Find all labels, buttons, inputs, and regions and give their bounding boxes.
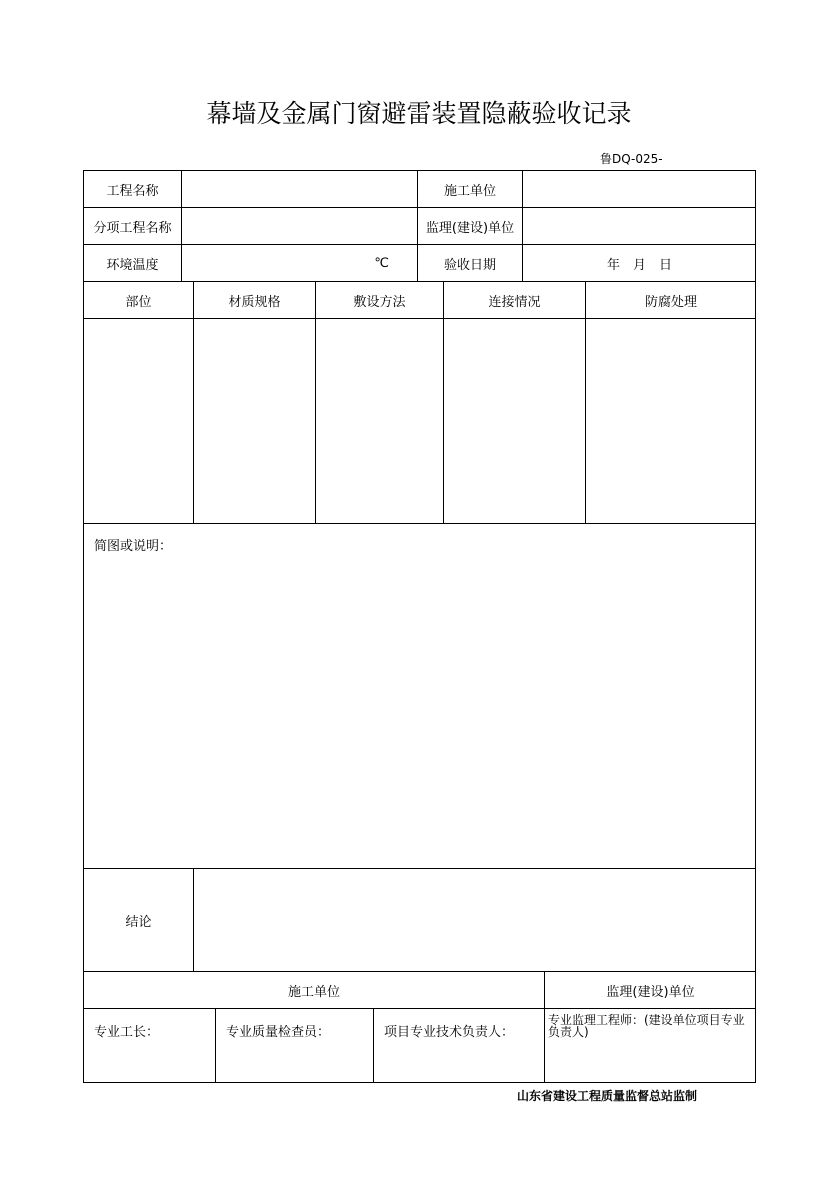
label-supervisor: 监理(建设)单位 [417, 207, 522, 244]
col-header-connection: 连接情况 [443, 281, 585, 318]
label-acceptance-date: 验收日期 [417, 244, 522, 281]
foreman-label: 专业工长： [94, 1025, 160, 1040]
anticorrosion-cell[interactable] [585, 318, 756, 523]
label-temperature: 环境温度 [83, 244, 181, 281]
sign-header-supervisor: 监理(建设)单位 [544, 971, 756, 1008]
material-cell[interactable] [193, 318, 315, 523]
sketch-area[interactable] [83, 523, 756, 868]
temp-unit: ℃ [374, 255, 389, 271]
temperature-field[interactable] [181, 244, 417, 281]
col-header-location: 部位 [83, 281, 193, 318]
qc-sign[interactable] [215, 1008, 373, 1083]
form-code: 鲁DQ-025- [600, 152, 663, 166]
label-project-name: 工程名称 [83, 170, 181, 207]
conclusion-field[interactable] [193, 868, 756, 971]
connection-cell[interactable] [443, 318, 585, 523]
sub-project-field[interactable] [181, 207, 417, 244]
sketch-label: 简图或说明： [94, 539, 173, 554]
label-contractor: 施工单位 [417, 170, 522, 207]
contractor-field[interactable] [522, 170, 756, 207]
label-sub-project: 分项工程名称 [83, 207, 181, 244]
tech-lead-label: 项目专业技术负责人： [384, 1025, 515, 1040]
acceptance-date-field[interactable]: 年 月 日 [522, 244, 756, 281]
qc-label: 专业质量检查员： [226, 1025, 331, 1040]
foreman-sign[interactable] [83, 1008, 215, 1083]
method-cell[interactable] [315, 318, 443, 523]
engineer-label: 专业监理工程师：(建设单位项目专业负责人) [548, 1013, 745, 1039]
supervisor-field[interactable] [522, 207, 756, 244]
conclusion-label: 结论 [83, 868, 193, 971]
col-header-material: 材质规格 [193, 281, 315, 318]
engineer-sign[interactable] [544, 1008, 756, 1083]
location-cell[interactable] [83, 318, 193, 523]
col-header-method: 敷设方法 [315, 281, 443, 318]
footer-issuer: 山东省建设工程质量监督总站监制 [517, 1089, 698, 1103]
page-title: 幕墙及金属门窗避雷装置隐蔽验收记录 [206, 99, 632, 128]
sign-header-contractor: 施工单位 [83, 971, 544, 1008]
project-name-field[interactable] [181, 170, 417, 207]
col-header-anticorrosion: 防腐处理 [585, 281, 756, 318]
tech-lead-sign[interactable] [373, 1008, 544, 1083]
